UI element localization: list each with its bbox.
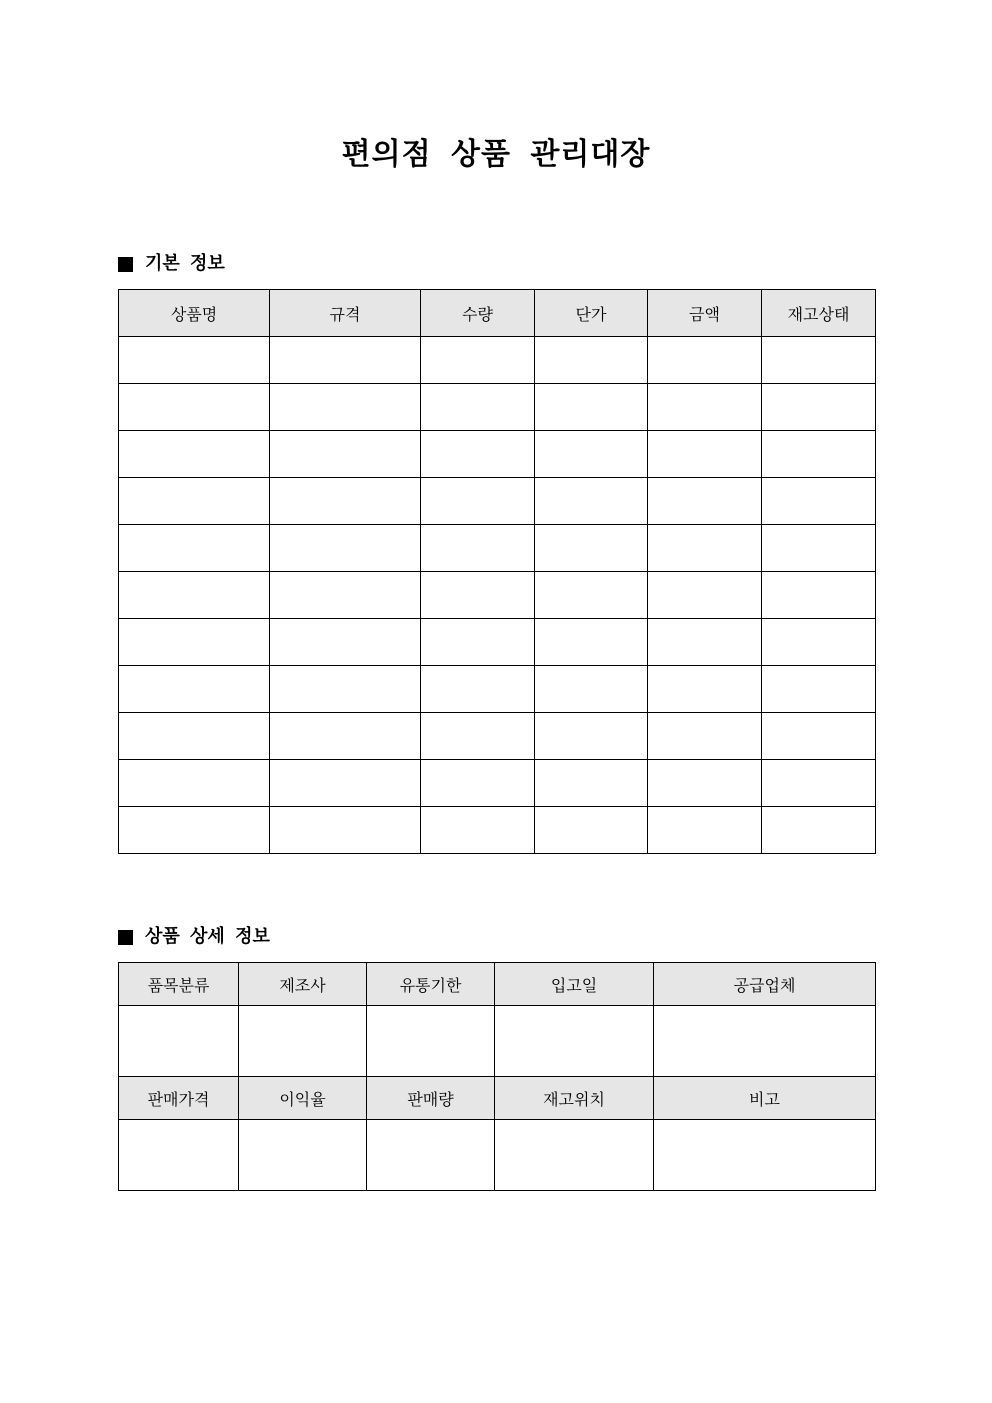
table-cell[interactable]	[535, 713, 648, 760]
table-cell[interactable]	[535, 384, 648, 431]
table-row	[119, 666, 876, 713]
table-cell[interactable]	[119, 713, 270, 760]
table-cell[interactable]	[762, 478, 876, 525]
table-cell[interactable]	[119, 384, 270, 431]
table-row	[119, 384, 876, 431]
square-bullet-icon	[118, 930, 133, 945]
detail-info-table	[118, 962, 876, 1191]
section-heading-detail	[118, 925, 270, 949]
table-cell[interactable]	[535, 619, 648, 666]
table-cell[interactable]	[648, 431, 762, 478]
table-cell[interactable]	[421, 713, 535, 760]
table-cell[interactable]	[762, 431, 876, 478]
table-cell[interactable]	[270, 807, 421, 854]
table-cell[interactable]	[648, 760, 762, 807]
section-heading-label: 기본 정보	[145, 253, 225, 274]
table-cell[interactable]	[648, 713, 762, 760]
table-cell[interactable]	[535, 807, 648, 854]
table-cell[interactable]	[648, 666, 762, 713]
table-cell[interactable]	[648, 478, 762, 525]
table-cell-category[interactable]	[119, 1006, 239, 1077]
table-row	[119, 572, 876, 619]
table-cell[interactable]	[119, 572, 270, 619]
table-cell-sale-price[interactable]	[119, 1120, 239, 1191]
table-header-row	[119, 963, 876, 1006]
table-row	[119, 337, 876, 384]
table-cell[interactable]	[762, 337, 876, 384]
table-cell[interactable]	[535, 431, 648, 478]
table-cell-supplier[interactable]	[654, 1006, 876, 1077]
table-row	[119, 713, 876, 760]
table-cell[interactable]	[648, 525, 762, 572]
column-header-sale-price: 판매가격	[119, 1077, 239, 1120]
table-cell[interactable]	[421, 807, 535, 854]
table-cell[interactable]	[119, 619, 270, 666]
table-cell[interactable]	[270, 478, 421, 525]
table-cell[interactable]	[535, 666, 648, 713]
table-cell-sales-volume[interactable]	[367, 1120, 495, 1191]
table-cell-stock-location[interactable]	[495, 1120, 654, 1191]
column-header-manufacturer: 제조사	[239, 963, 367, 1006]
column-header-quantity: 수량	[421, 290, 535, 337]
column-header-stock-status: 재고상태	[762, 290, 876, 337]
basic-info-table-body	[119, 337, 876, 854]
page-title: 편의점 상품 관리대장	[341, 137, 651, 172]
table-row	[119, 807, 876, 854]
basic-info-table	[118, 289, 876, 854]
table-row	[119, 431, 876, 478]
table-cell[interactable]	[270, 384, 421, 431]
table-cell[interactable]	[762, 572, 876, 619]
column-header-category: 품목분류	[119, 963, 239, 1006]
table-cell[interactable]	[421, 431, 535, 478]
table-cell[interactable]	[119, 666, 270, 713]
table-cell[interactable]	[421, 619, 535, 666]
table-cell[interactable]	[762, 619, 876, 666]
table-cell-profit-rate[interactable]	[239, 1120, 367, 1191]
table-cell[interactable]	[119, 760, 270, 807]
table-cell[interactable]	[648, 384, 762, 431]
table-cell[interactable]	[270, 666, 421, 713]
table-cell[interactable]	[762, 525, 876, 572]
table-row	[119, 760, 876, 807]
table-cell[interactable]	[762, 713, 876, 760]
table-cell-received-date[interactable]	[495, 1006, 654, 1077]
column-header-sales-volume: 판매량	[367, 1077, 495, 1120]
table-row	[119, 525, 876, 572]
table-cell[interactable]	[648, 337, 762, 384]
table-cell[interactable]	[119, 807, 270, 854]
table-cell[interactable]	[421, 525, 535, 572]
table-cell[interactable]	[762, 666, 876, 713]
table-cell[interactable]	[119, 337, 270, 384]
table-cell[interactable]	[535, 572, 648, 619]
table-cell-manufacturer[interactable]	[239, 1006, 367, 1077]
table-cell[interactable]	[762, 760, 876, 807]
table-cell[interactable]	[119, 478, 270, 525]
column-header-product-name: 상품명	[119, 290, 270, 337]
table-header-row	[119, 290, 876, 337]
column-header-unit-price: 단가	[535, 290, 648, 337]
table-header-row	[119, 1077, 876, 1120]
table-cell[interactable]	[270, 337, 421, 384]
table-row	[119, 1006, 876, 1077]
table-cell[interactable]	[762, 807, 876, 854]
column-header-amount: 금액	[648, 290, 762, 337]
column-header-supplier: 공급업체	[654, 963, 876, 1006]
column-header-spec: 규격	[270, 290, 421, 337]
column-header-stock-location: 재고위치	[495, 1077, 654, 1120]
table-cell[interactable]	[270, 572, 421, 619]
column-header-received-date: 입고일	[495, 963, 654, 1006]
table-cell-remarks[interactable]	[654, 1120, 876, 1191]
table-cell[interactable]	[648, 572, 762, 619]
section-heading-basic	[118, 252, 225, 276]
table-cell[interactable]	[421, 572, 535, 619]
table-cell[interactable]	[270, 760, 421, 807]
table-cell[interactable]	[421, 337, 535, 384]
table-row	[119, 619, 876, 666]
table-cell[interactable]	[270, 431, 421, 478]
table-cell[interactable]	[648, 619, 762, 666]
section-heading-label: 상품 상세 정보	[145, 926, 270, 947]
table-cell[interactable]	[270, 713, 421, 760]
table-cell[interactable]	[421, 384, 535, 431]
column-header-remarks: 비고	[654, 1077, 876, 1120]
table-cell[interactable]	[762, 384, 876, 431]
table-cell[interactable]	[119, 525, 270, 572]
table-cell[interactable]	[535, 525, 648, 572]
table-row	[119, 478, 876, 525]
table-cell[interactable]	[270, 619, 421, 666]
table-row	[119, 1120, 876, 1191]
table-cell[interactable]	[421, 760, 535, 807]
table-cell[interactable]	[119, 431, 270, 478]
table-cell[interactable]	[421, 478, 535, 525]
table-cell[interactable]	[535, 760, 648, 807]
table-cell-expiry-date[interactable]	[367, 1006, 495, 1077]
table-cell[interactable]	[535, 478, 648, 525]
table-cell[interactable]	[535, 337, 648, 384]
square-bullet-icon	[118, 257, 133, 272]
table-cell[interactable]	[270, 525, 421, 572]
column-header-expiry-date: 유통기한	[367, 963, 495, 1006]
table-cell[interactable]	[421, 666, 535, 713]
column-header-profit-rate: 이익율	[239, 1077, 367, 1120]
table-cell[interactable]	[648, 807, 762, 854]
